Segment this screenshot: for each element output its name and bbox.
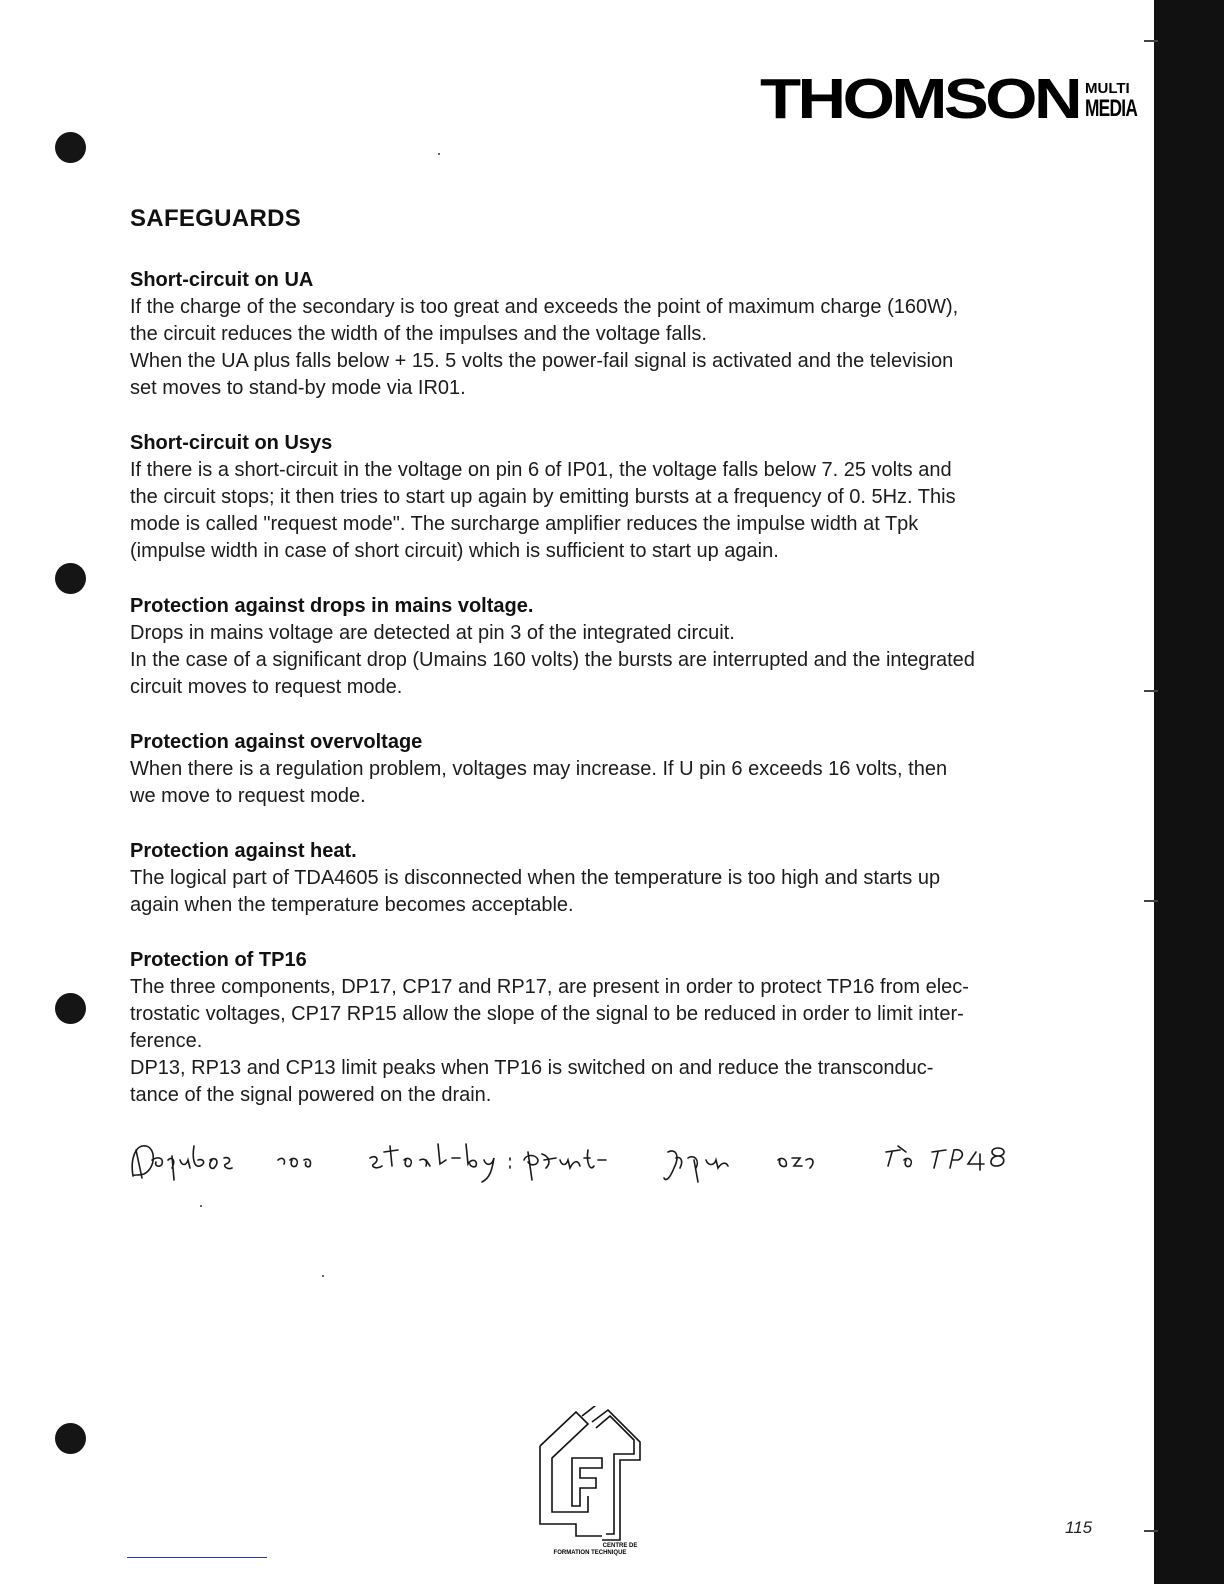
section-line: circuit moves to request mode. (130, 676, 403, 698)
section-line: ference. (130, 1030, 203, 1052)
section-heat (130, 838, 1110, 919)
punch-hole (55, 132, 86, 163)
section-title: Short-circuit on Usys (130, 432, 333, 454)
section-tp16 (130, 947, 1110, 1109)
section-line: When there is a regulation problem, voltages may increase. If U pin 6 exceeds 16 volts, then (130, 758, 948, 780)
brand-sub-media: MEDIA (1085, 95, 1138, 122)
section-title: Protection against heat. (130, 840, 357, 862)
cft-caption-line2: FORMATION TECHNIQUE (553, 1550, 627, 1556)
section-line: the circuit reduces the width of the impulses and the voltage falls. (130, 323, 707, 345)
cft-caption-line1: CENTRE DE (602, 1543, 638, 1549)
section-line: tance of the signal powered on the drain. (130, 1084, 492, 1106)
section-line: The three components, DP17, CP17 and RP17, are present in order to protect TP16 from elec- (130, 976, 969, 998)
scan-speck (1144, 1530, 1158, 1532)
page-number: 115 (1065, 1518, 1093, 1537)
scan-speck (1144, 900, 1158, 902)
scan-dot (438, 153, 440, 155)
section-line: The logical part of TDA4605 is disconnected when the temperature is too high and starts up (130, 867, 941, 889)
section-line: In the case of a significant drop (Umains 160 volts) the bursts are interrupted and the integrated (130, 649, 975, 671)
section-short-circuit-usys (130, 430, 1110, 565)
scan-dot (200, 1205, 202, 1207)
handwriting-scribble (128, 1138, 1118, 1188)
section-line: Drops in mains voltage are detected at pin 3 of the integrated circuit. (130, 622, 735, 644)
section-title: Protection against drops in mains voltage. (130, 595, 534, 617)
brand-sub-multi: MULTI (1085, 80, 1130, 97)
section-line: mode is called "request mode". The surcharge amplifier reduces the impulse width at Tpk (130, 513, 919, 535)
punch-hole (55, 563, 86, 594)
section-line: set moves to stand-by mode via IR01. (130, 377, 466, 399)
cft-logo-mark (536, 1406, 646, 1562)
section-overvoltage (130, 729, 1110, 810)
section-line: (impulse width in case of short circuit) which is sufficient to start up again. (130, 540, 779, 562)
cft-caption (520, 1543, 660, 1557)
footnote-rule (127, 1557, 267, 1558)
section-line: If there is a short-circuit in the voltage on pin 6 of IP01, the voltage falls below 7. 25 volts and (130, 459, 952, 481)
punch-hole (55, 1423, 86, 1454)
section-line: DP13, RP13 and CP13 limit peaks when TP16 is switched on and reduce the transconduc- (130, 1057, 934, 1079)
scan-edge (1130, 0, 1224, 1584)
scan-dot (322, 1275, 324, 1277)
section-line: again when the temperature becomes acceptable. (130, 894, 574, 916)
brand-sub (1085, 80, 1138, 122)
thomson-logo (760, 67, 1138, 131)
section-title: Short-circuit on UA (130, 269, 314, 291)
page-title: SAFEGUARDS (130, 205, 302, 232)
punch-hole (55, 993, 86, 1024)
cft-logo (536, 1406, 646, 1562)
section-mains-voltage (130, 593, 1110, 701)
section-title: Protection of TP16 (130, 949, 307, 971)
scan-speck (1144, 690, 1158, 692)
scan-speck (1144, 40, 1158, 42)
section-short-circuit-ua (130, 267, 1110, 402)
section-line: When the UA plus falls below + 15. 5 volts the power-fail signal is activated and the television (130, 350, 954, 372)
handwritten-annotation (128, 1138, 1118, 1188)
section-line: trostatic voltages, CP17 RP15 allow the slope of the signal to be reduced in order to limit inter- (130, 1003, 964, 1025)
section-line: the circuit stops; it then tries to start up again by emitting bursts at a frequency of 0. 5Hz. This (130, 486, 956, 508)
document-body (130, 205, 1110, 1109)
scan-dark-border (1154, 0, 1224, 1584)
section-title: Protection against overvoltage (130, 731, 423, 753)
brand-name: THOMSON (760, 67, 1079, 131)
section-line: we move to request mode. (130, 785, 366, 807)
section-line: If the charge of the secondary is too great and exceeds the point of maximum charge (160W), (130, 296, 959, 318)
